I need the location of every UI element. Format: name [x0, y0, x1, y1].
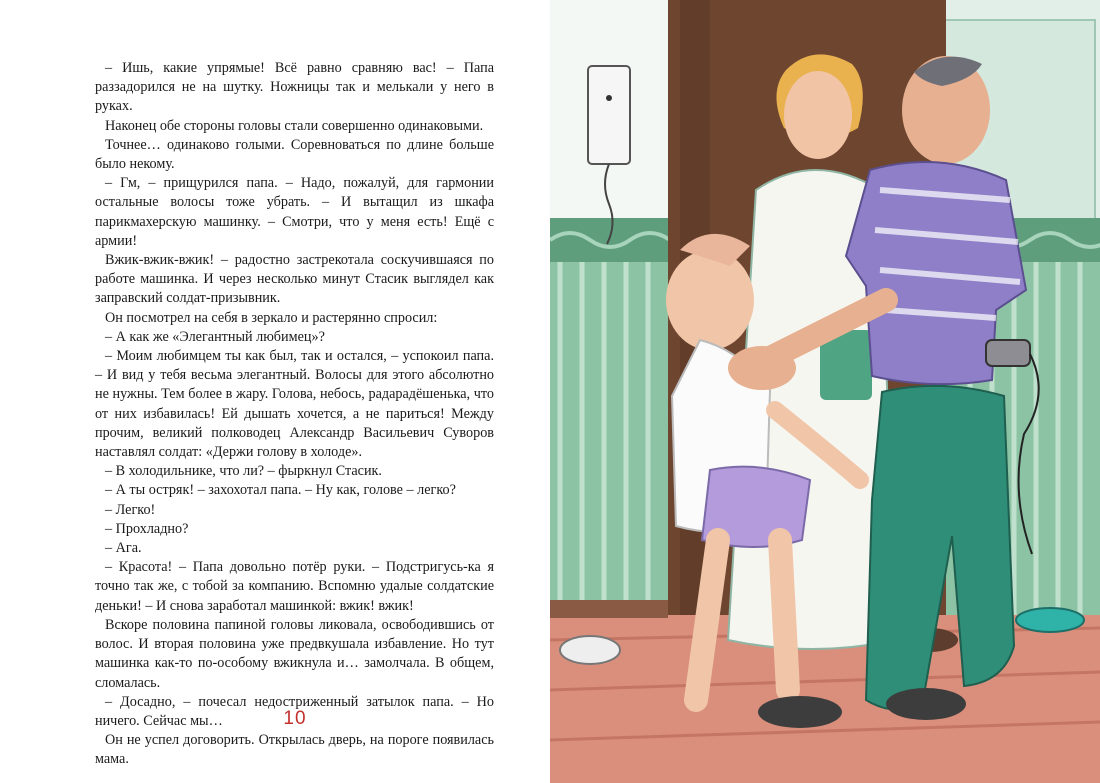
paragraph: – Моим любимцем ты как был, так и остался, – успокоил папа. – И вид у тебя весьма элегантный. Волосы для этого абсолютно не нужны. Тем более в жару. Голова, небось, радарадёшенька, что от них избавилась! Ей дышать хочется, а не париться! Между прочим, великий полководец Александр Васильевич Суворов наставлял солдат: «Держи голову в холоде». — [95, 348, 494, 461]
boy-head — [666, 250, 754, 350]
mother-face — [784, 71, 852, 159]
paragraph: Вскоре половина папиной головы ликовала, освободившись от волос. И вторая половина уже предвкушала избавление. Но тут машинка как-то по-особому вжикнула и… замолчала. В общем, сломалась. — [95, 616, 494, 691]
paragraph: Он не успел договорить. Открылась дверь, на пороге появилась мама. — [95, 732, 494, 768]
paragraph: Он посмотрел на себя в зеркало и растерянно спросил: — [105, 309, 438, 326]
paragraph: Вжик-вжик-вжик! – радостно застрекотала соскучившаяся по работе машинка. И через несколько минут Стасик выглядел как заправский солдат-призывник. — [95, 252, 494, 307]
intercom-handset — [588, 66, 630, 164]
father-hand — [728, 346, 796, 390]
haircut-illustration — [550, 0, 1100, 783]
right-page — [550, 0, 1100, 783]
hair-clipper — [986, 340, 1030, 366]
story-text — [95, 59, 494, 770]
paragraph: – В холодильнике, что ли? – фыркнул Стасик. — [105, 463, 382, 480]
paragraph: – Досадно, – почесал недостриженный затылок папа. – Но ничего. Сейчас мы… — [95, 693, 494, 729]
sneaker — [560, 636, 620, 664]
paragraph: – Гм, – прищурился папа. – Надо, пожалуй, для гармонии остальные волосы тоже убрать. – И вытащил из шкафа парикмахерскую машинку. – Смотри, что у меня есть! Ещё с армии! — [95, 175, 494, 249]
father-slipper — [758, 696, 842, 728]
baseboard — [550, 600, 668, 618]
paragraph: – Ага. — [105, 540, 142, 557]
paragraph: – Ишь, какие упрямые! Всё равно сравняю вас! – Папа раззадорился не на шутку. Ножницы так и мелькали у него в руках. — [95, 60, 494, 115]
paragraph: – Прохладно? — [105, 520, 189, 537]
paragraph: – А ты остряк! – захохотал папа. – Ну как, голове – легко? — [105, 482, 456, 499]
paragraph: Точнее… одинаково голыми. Соревноваться по длине больше было некому. — [95, 136, 494, 173]
father-slipper — [886, 688, 966, 720]
paragraph: – А как же «Элегантный любимец»? — [105, 328, 325, 345]
page-number: 10 — [283, 708, 307, 729]
teal-shoe — [1016, 608, 1084, 632]
paragraph: – Легко! — [105, 501, 156, 518]
paragraph: – Красота! – Папа довольно потёр руки. – Подстригусь-ка я точно так же, с тобой за компанию. Вспомню удалые солдатские деньки! – И снова заработал машинкой: вжик! вжик! — [95, 559, 494, 614]
intercom-button — [606, 95, 612, 101]
paragraph: Наконец обе стороны головы стали совершенно одинаковыми. — [105, 117, 484, 134]
